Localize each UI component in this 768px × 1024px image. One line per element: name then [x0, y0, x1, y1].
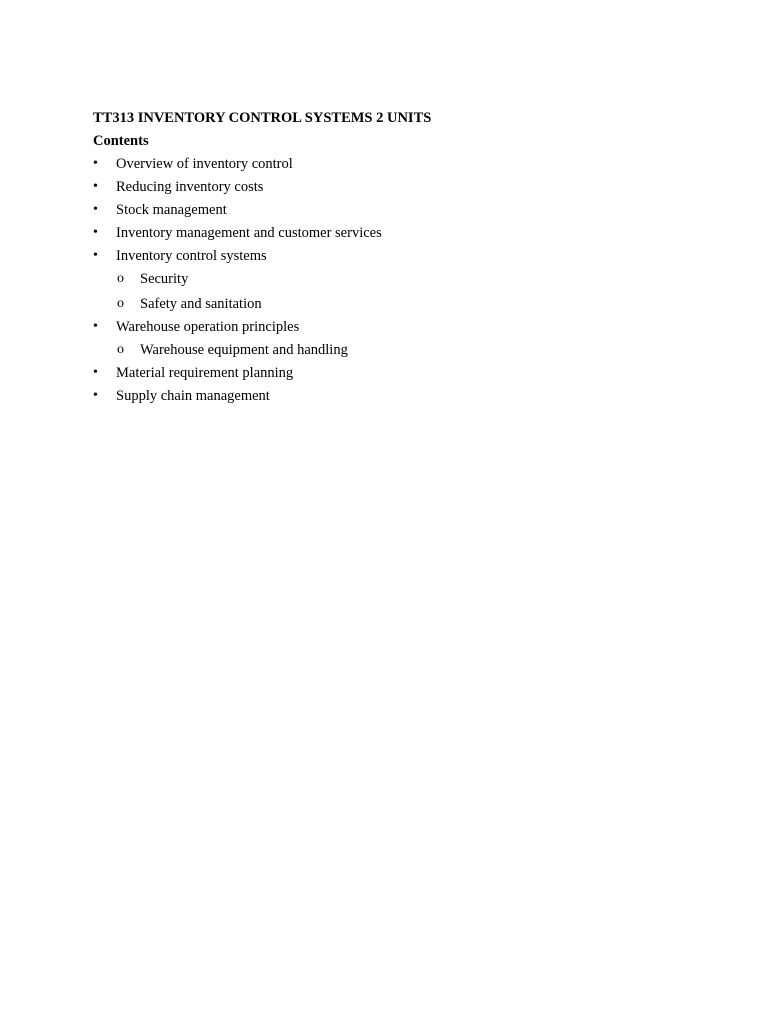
sub-list-item-label: Safety and sanitation — [140, 296, 262, 312]
bullet-icon: • — [93, 156, 98, 171]
list-item — [93, 386, 693, 406]
document-body — [93, 108, 693, 406]
list-item — [93, 317, 693, 360]
bullet-icon: • — [93, 202, 98, 217]
circle-bullet-icon: o — [117, 271, 124, 286]
list-item-label: Stock management — [116, 202, 227, 218]
list-item — [93, 223, 693, 243]
circle-bullet-icon: o — [117, 342, 124, 357]
list-item-label: Warehouse operation principles — [116, 319, 300, 335]
sub-list-item-label: Warehouse equipment and handling — [140, 342, 348, 358]
list-item-label: Supply chain management — [116, 388, 270, 404]
list-item — [93, 154, 693, 174]
list-item — [93, 246, 693, 314]
bullet-icon: • — [93, 225, 98, 240]
bullet-icon: • — [93, 365, 98, 380]
sub-list — [116, 340, 693, 360]
bullet-icon: • — [93, 179, 98, 194]
sub-list-item — [93, 294, 693, 314]
sub-list-item — [93, 340, 693, 360]
list-item-label: Inventory management and customer services — [116, 225, 382, 241]
bullet-icon: • — [93, 319, 98, 334]
list-item-label: Material requirement planning — [116, 365, 294, 381]
sub-list-item — [93, 269, 693, 289]
list-item-label: Overview of inventory control — [116, 156, 293, 172]
sub-list-item-label: Security — [140, 271, 189, 287]
list-item-label: Inventory control systems — [116, 248, 267, 264]
course-title: TT313 INVENTORY CONTROL SYSTEMS 2 UNITS — [93, 110, 432, 126]
bullet-icon: • — [93, 248, 98, 263]
list-item — [93, 363, 693, 383]
contents-heading: Contents — [93, 133, 149, 149]
list-item-label: Reducing inventory costs — [116, 179, 264, 195]
contents-list — [93, 154, 693, 406]
sub-list — [116, 269, 693, 314]
list-item — [93, 177, 693, 197]
bullet-icon: • — [93, 388, 98, 403]
circle-bullet-icon: o — [117, 296, 124, 311]
list-item — [93, 200, 693, 220]
